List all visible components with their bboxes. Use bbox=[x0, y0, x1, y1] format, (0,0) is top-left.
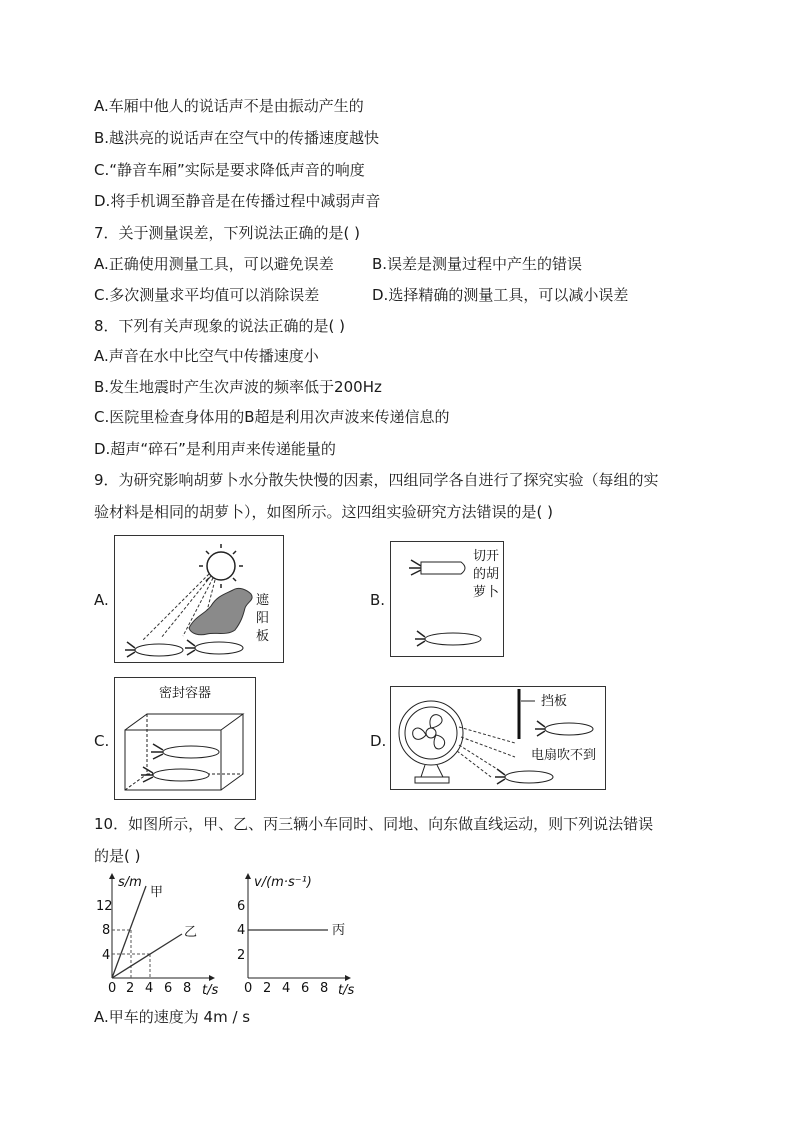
figure-b-text-2: 的胡 bbox=[473, 567, 500, 582]
series-yi-label: 乙 bbox=[184, 925, 198, 940]
figure-b-cut-carrot bbox=[390, 541, 504, 657]
series-bing-label: 丙 bbox=[332, 923, 346, 938]
q8-option-a: A.声音在水中比空气中传播速度小 bbox=[94, 347, 319, 365]
sun-icon bbox=[199, 544, 243, 588]
figure-c-sealed-container bbox=[114, 677, 256, 800]
s-t-xtick-8: 8 bbox=[183, 981, 192, 996]
sunshade-board bbox=[189, 588, 252, 634]
q7-option-b: B.误差是测量过程中产生的错误 bbox=[372, 255, 583, 273]
q10-stem-line1: 10．如图所示，甲、乙、丙三辆小车同时、同地、向东做直线运动，则下列说法错误 bbox=[94, 815, 654, 833]
q7-option-d: D.选择精确的测量工具，可以减小误差 bbox=[372, 286, 629, 304]
q8-option-b: B.发生地震时产生次声波的频率低于200Hz bbox=[94, 378, 382, 396]
s-t-ytick-12: 12 bbox=[96, 899, 113, 914]
q6-option-a: A.车厢中他人的说话声不是由振动产生的 bbox=[94, 97, 364, 115]
figure-b-text-3: 萝卜 bbox=[473, 585, 500, 600]
graph-s-t bbox=[94, 870, 224, 1000]
figure-a-text-2: 阳 bbox=[256, 611, 270, 626]
figure-c-label: C. bbox=[94, 732, 110, 750]
v-t-xtick-8: 8 bbox=[320, 981, 329, 996]
v-t-xtick-6: 6 bbox=[301, 981, 310, 996]
figure-b-text-1: 切开 bbox=[473, 549, 500, 564]
figure-b-drawing bbox=[391, 542, 503, 656]
q6-option-d: D.将手机调至静音是在传播过程中减弱声音 bbox=[94, 192, 381, 210]
series-jia-line bbox=[112, 886, 146, 978]
s-t-xtick-6: 6 bbox=[164, 981, 173, 996]
carrot-icon-5 bbox=[141, 767, 209, 782]
cut-carrot-icon bbox=[409, 560, 465, 575]
q8-stem: 8．下列有关声现象的说法正确的是( ) bbox=[94, 317, 346, 335]
figure-a-text-1: 遮 bbox=[256, 593, 270, 608]
s-t-ylabel: s/m bbox=[118, 875, 142, 890]
carrot-icon-2 bbox=[185, 640, 243, 655]
carrot-icon-6 bbox=[535, 721, 593, 736]
v-t-ytick-2: 2 bbox=[237, 948, 246, 963]
series-jia-label: 甲 bbox=[150, 885, 164, 900]
v-t-xtick-0: 0 bbox=[244, 981, 253, 996]
carrot-icon-7 bbox=[495, 769, 553, 784]
s-t-xtick-4: 4 bbox=[145, 981, 154, 996]
carrot-icon-3 bbox=[415, 631, 481, 646]
figure-d-baffle-text: 挡板 bbox=[541, 694, 568, 709]
figure-d-label: D. bbox=[370, 732, 387, 750]
v-t-ylabel: v/(m·s⁻¹) bbox=[254, 875, 312, 890]
q7-stem: 7．关于测量误差，下列说法正确的是( ) bbox=[94, 224, 361, 242]
carrot-icon-4 bbox=[151, 744, 219, 759]
s-t-xlabel: t/s bbox=[202, 983, 219, 998]
series-yi-line bbox=[112, 934, 182, 978]
v-t-xtick-4: 4 bbox=[282, 981, 291, 996]
figure-d-drawing bbox=[391, 687, 605, 789]
q7-option-c: C.多次测量求平均值可以消除误差 bbox=[94, 286, 320, 304]
q8-option-d: D.超声“碎石”是利用声来传递能量的 bbox=[94, 440, 336, 458]
figure-a-label: A. bbox=[94, 591, 109, 609]
figure-a-sunshade bbox=[114, 535, 284, 663]
q6-option-b: B.越洪亮的说话声在空气中的传播速度越快 bbox=[94, 129, 380, 147]
figure-d-fan-text: 电扇吹不到 bbox=[531, 748, 597, 763]
v-t-ytick-4: 4 bbox=[237, 923, 246, 938]
figure-c-text: 密封容器 bbox=[159, 686, 212, 701]
v-t-xtick-2: 2 bbox=[263, 981, 272, 996]
q7-option-a: A.正确使用测量工具，可以避免误差 bbox=[94, 255, 334, 273]
figure-a-text-3: 板 bbox=[256, 629, 270, 644]
figure-b-label: B. bbox=[370, 591, 386, 609]
s-t-xtick-2: 2 bbox=[126, 981, 135, 996]
q6-option-c: C.“静音车厢”实际是要求降低声音的响度 bbox=[94, 161, 365, 179]
s-t-guides bbox=[112, 930, 150, 978]
v-t-xlabel: t/s bbox=[338, 983, 355, 998]
s-t-ytick-8: 8 bbox=[102, 923, 111, 938]
figure-c-drawing bbox=[115, 678, 255, 799]
fan-icon bbox=[399, 701, 463, 783]
q9-stem-line1: 9．为研究影响胡萝卜水分散失快慢的因素，四组同学各自进行了探究实验（每组的实 bbox=[94, 471, 659, 489]
s-t-ytick-4: 4 bbox=[102, 948, 111, 963]
figure-a-drawing bbox=[115, 536, 283, 662]
q10-option-a: A.甲车的速度为 4m / s bbox=[94, 1008, 251, 1026]
carrot-icon-1 bbox=[125, 642, 183, 657]
graph-v-t bbox=[234, 870, 364, 1000]
s-t-xtick-0: 0 bbox=[108, 981, 117, 996]
q10-stem-line2: 的是( ) bbox=[94, 847, 141, 865]
q8-option-c: C.医院里检查身体用的B超是利用次声波来传递信息的 bbox=[94, 408, 450, 426]
q9-stem-line2: 验材料是相同的胡萝卜），如图所示。这四组实验研究方法错误的是( ) bbox=[94, 503, 553, 521]
v-t-ytick-6: 6 bbox=[237, 899, 246, 914]
wind-lines bbox=[457, 727, 515, 777]
figure-d-fan bbox=[390, 686, 606, 790]
